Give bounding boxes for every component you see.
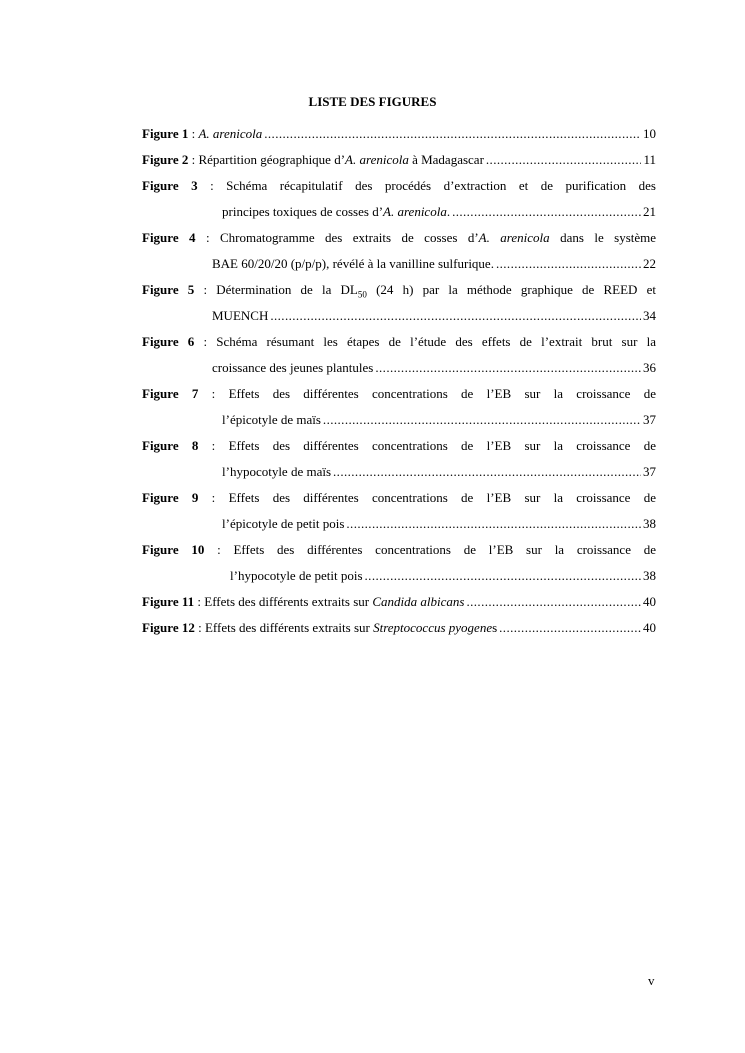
leader-dots — [466, 589, 641, 615]
figure-caption: Schéma récapitulatif des procédés d’extraction et de purification des — [226, 178, 656, 193]
figure-caption-italic: A. arenicola — [478, 230, 550, 245]
separator: : — [194, 620, 205, 635]
separator: : — [198, 438, 229, 453]
figure-entry-10[interactable] — [142, 537, 656, 589]
page-ref: 37 — [643, 412, 656, 427]
page-ref: 36 — [643, 360, 656, 375]
separator: : — [188, 152, 199, 167]
figure-label: Figure 10 — [142, 542, 205, 557]
figure-caption: Effets des différents extraits sur — [204, 594, 373, 609]
leader-dots — [264, 121, 641, 147]
leader-dots — [496, 251, 641, 277]
figure-caption: l’hypocotyle de maïs — [222, 464, 332, 479]
figure-caption: . — [446, 204, 451, 219]
separator: : — [204, 542, 234, 557]
figure-entry-2[interactable] — [142, 147, 656, 173]
page-ref: 38 — [643, 568, 656, 583]
figure-caption-italic: A. arenicola — [345, 152, 409, 167]
figure-entry-4[interactable] — [142, 225, 656, 277]
figure-caption: (24 h) par la méthode graphique de REED et — [366, 282, 656, 297]
figure-caption: Détermination de la DL — [216, 282, 358, 297]
figure-caption: Chromatogramme des extraits de cosses d’ — [220, 230, 479, 245]
figure-caption: Effets des différentes concentrations de l’EB sur la croissance de — [233, 542, 656, 557]
figure-label: Figure 11 — [142, 594, 195, 609]
page-ref: 40 — [643, 620, 656, 635]
figure-caption: principes toxiques de cosses d’ — [222, 204, 384, 219]
figure-caption-italic: A. arenicola — [198, 126, 263, 141]
page-ref: 38 — [643, 516, 656, 531]
figure-entry-3[interactable] — [142, 173, 656, 225]
figure-caption: BAE 60/20/20 (p/p/p), révélé à la vanilline sulfurique. — [212, 256, 494, 271]
page-ref: 10 — [643, 126, 656, 141]
figure-label: Figure 8 — [142, 438, 199, 453]
figure-label: Figure 1 — [142, 126, 189, 141]
page-ref: 37 — [643, 464, 656, 479]
figure-caption-italic: Candida albicans — [372, 594, 465, 609]
figure-caption: Répartition géographique d’ — [198, 152, 346, 167]
page-number: v — [648, 973, 655, 988]
separator: : — [194, 334, 217, 349]
separator: : — [194, 594, 205, 609]
separator: : — [198, 490, 229, 505]
subscript: 50 — [357, 289, 367, 300]
page-ref: 21 — [643, 204, 656, 219]
figure-entry-11[interactable] — [142, 589, 656, 615]
leader-dots — [323, 407, 641, 433]
figure-entry-5[interactable] — [142, 277, 656, 329]
leader-dots — [375, 355, 641, 381]
page-ref: 40 — [643, 594, 656, 609]
figure-caption: Schéma résumant les étapes de l’étude des effets de l’extrait brut sur la — [216, 334, 656, 349]
figure-caption: Effets des différentes concentrations de l’EB sur la croissance de — [228, 438, 656, 453]
leader-dots — [270, 303, 641, 329]
page-title: LISTE DES FIGURES — [308, 94, 437, 109]
figure-caption: s — [492, 620, 498, 635]
figure-caption: Effets des différentes concentrations de l’EB sur la croissance de — [228, 490, 656, 505]
leader-dots — [333, 459, 641, 485]
figure-caption: croissance des jeunes plantules — [212, 360, 374, 375]
leader-dots — [452, 199, 641, 225]
separator: : — [197, 178, 227, 193]
separator: : — [195, 230, 221, 245]
separator: : — [198, 386, 229, 401]
figure-caption: dans le système — [549, 230, 656, 245]
leader-dots — [365, 563, 641, 589]
figure-caption: Effets des différentes concentrations de l’EB sur la croissance de — [228, 386, 656, 401]
page-ref: 11 — [643, 152, 656, 167]
figure-entry-6[interactable] — [142, 329, 656, 381]
figure-label: Figure 12 — [142, 620, 195, 635]
figure-entry-9[interactable] — [142, 485, 656, 537]
figure-label: Figure 9 — [142, 490, 199, 505]
figure-caption: Effets des différents extraits sur — [204, 620, 374, 635]
separator: : — [188, 126, 199, 141]
figure-label: Figure 7 — [142, 386, 199, 401]
page-ref: 22 — [643, 256, 656, 271]
figure-caption: à Madagascar — [408, 152, 484, 167]
figure-label: Figure 2 — [142, 152, 189, 167]
figure-caption: l’épicotyle de maïs — [222, 412, 321, 427]
figure-caption: l’épicotyle de petit pois — [222, 516, 345, 531]
figure-label: Figure 5 — [142, 282, 195, 297]
figure-label: Figure 6 — [142, 334, 195, 349]
leader-dots — [499, 615, 641, 641]
leader-dots — [486, 147, 642, 173]
figure-caption: l’hypocotyle de petit pois — [230, 568, 363, 583]
leader-dots — [346, 511, 641, 537]
figure-caption-italic: Streptococcus pyogene — [373, 620, 493, 635]
figure-entry-12[interactable] — [142, 615, 656, 641]
figure-entry-8[interactable] — [142, 433, 656, 485]
figure-label: Figure 4 — [142, 230, 196, 245]
figure-caption: MUENCH — [212, 308, 269, 323]
figure-entry-1[interactable] — [142, 121, 656, 147]
figure-label: Figure 3 — [142, 178, 198, 193]
figure-caption-italic: A. arenicola — [383, 204, 447, 219]
figure-entry-7[interactable] — [142, 381, 656, 433]
separator: : — [194, 282, 217, 297]
page-ref: 34 — [643, 308, 656, 323]
